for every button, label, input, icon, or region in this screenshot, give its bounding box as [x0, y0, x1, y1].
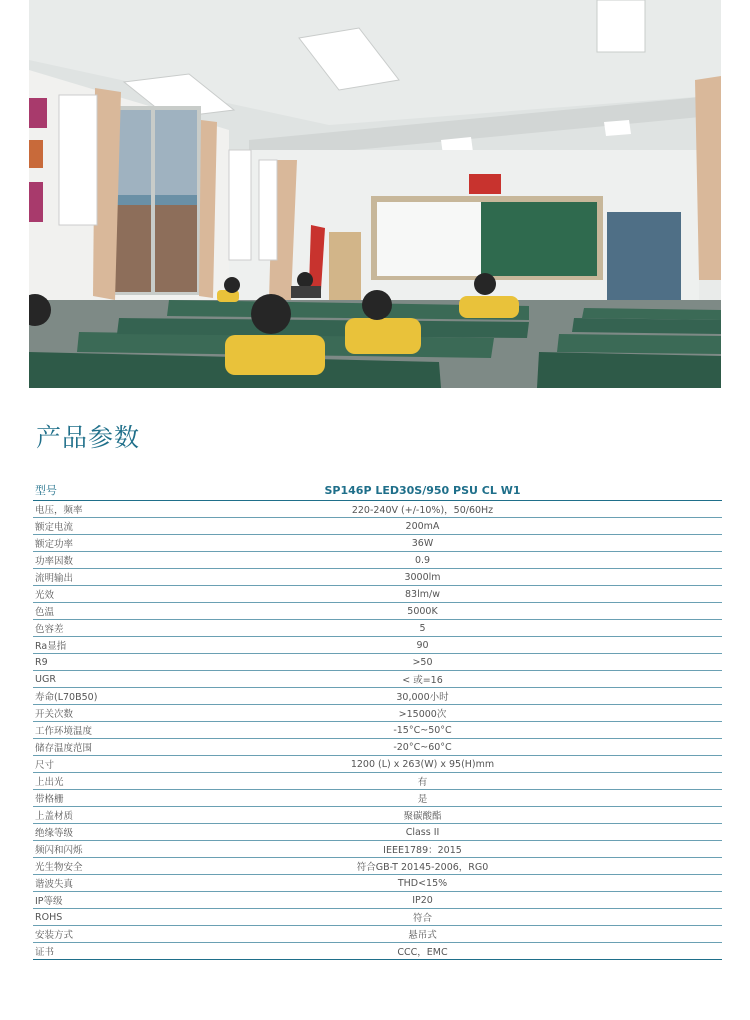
spec-value: 1200 (L) x 263(W) x 95(H)mm: [350, 758, 495, 770]
spec-key: 储存温度范围: [35, 743, 93, 754]
spec-key: 色温: [35, 607, 55, 618]
spec-row: [33, 909, 722, 926]
spec-value: IP20: [412, 894, 433, 906]
spec-key: 绝缘等级: [35, 828, 74, 839]
spec-key: 额定功率: [35, 539, 74, 550]
spec-row: [33, 620, 722, 637]
spec-value: 90: [416, 639, 429, 651]
spec-key: 色容差: [35, 624, 64, 635]
spec-table: [33, 480, 722, 960]
spec-value: 悬吊式: [408, 930, 437, 941]
spec-row: [33, 569, 722, 586]
spec-header-key: 型号: [35, 484, 57, 497]
spec-row: [33, 603, 722, 620]
spec-key: 上出光: [35, 777, 64, 788]
spec-key: ROHS: [35, 911, 63, 923]
spec-key: 工作环境温度: [35, 726, 93, 737]
spec-row: [33, 688, 722, 705]
spec-key: R9: [35, 656, 48, 668]
spec-row: [33, 586, 722, 603]
spec-row: [33, 892, 722, 909]
spec-row: [33, 824, 722, 841]
spec-key: 带格栅: [35, 794, 64, 805]
spec-key: Ra显指: [35, 641, 67, 652]
spec-value: 83lm/w: [405, 588, 440, 600]
spec-key: 光生物安全: [35, 862, 83, 873]
spec-row: [33, 518, 722, 535]
spec-row: [33, 926, 722, 943]
classroom-photo: [29, 0, 721, 388]
spec-value: 5000K: [407, 605, 438, 617]
spec-value: >15000次: [398, 709, 447, 720]
spec-row: [33, 807, 722, 824]
spec-value: Class II: [405, 826, 440, 838]
spec-row: [33, 756, 722, 773]
spec-value: < 或=16: [402, 675, 443, 686]
spec-header-value: SP146P LED30S/950 PSU CL W1: [324, 483, 521, 497]
spec-row: [33, 552, 722, 569]
spec-header-row: [33, 480, 722, 501]
spec-key: 光效: [35, 590, 55, 601]
spec-value: 30,000小时: [396, 692, 449, 703]
spec-key: 电压，频率: [35, 505, 83, 516]
spec-key: UGR: [35, 673, 56, 685]
spec-row: [33, 841, 722, 858]
spec-row: [33, 705, 722, 722]
spec-value: 36W: [411, 537, 434, 549]
spec-value: 200mA: [405, 520, 440, 532]
spec-key: 谐波失真: [35, 879, 74, 890]
spec-row: [33, 501, 722, 518]
spec-row: [33, 943, 722, 960]
spec-key: 安装方式: [35, 930, 74, 941]
spec-key: 频闪和闪烁: [35, 845, 83, 856]
spec-value: CCC，EMC: [397, 947, 448, 958]
spec-key: 流明输出: [35, 573, 74, 584]
spec-value: 是: [417, 794, 428, 805]
spec-value: 220-240V (+/-10%)，50/60Hz: [351, 505, 494, 516]
spec-row: [33, 722, 722, 739]
spec-value: 有: [417, 777, 428, 788]
spec-row: [33, 637, 722, 654]
spec-key: 上盖材质: [35, 811, 74, 822]
spec-value: 5: [419, 622, 426, 634]
spec-value: 符合: [412, 913, 432, 924]
spec-value: -20°C~60°C: [393, 741, 452, 753]
spec-row: [33, 654, 722, 671]
spec-row: [33, 739, 722, 756]
spec-key: 寿命(L70B50): [35, 692, 98, 703]
spec-key: 额定电流: [35, 522, 74, 533]
spec-key: 证书: [35, 947, 55, 958]
spec-key: 开关次数: [35, 709, 74, 720]
section-title: 产品参数: [36, 423, 141, 452]
spec-value: 聚碳酸酯: [403, 811, 442, 822]
spec-row: [33, 790, 722, 807]
spec-value: IEEE1789：2015: [383, 845, 462, 856]
spec-row: [33, 773, 722, 790]
spec-key: IP等级: [35, 896, 63, 907]
spec-row: [33, 671, 722, 688]
spec-value: -15°C~50°C: [393, 724, 452, 736]
spec-value: 0.9: [414, 554, 431, 566]
spec-row: [33, 875, 722, 892]
spec-value: 3000lm: [404, 571, 441, 583]
spec-value: THD<15%: [397, 877, 448, 889]
spec-key: 尺寸: [35, 760, 55, 771]
spec-row: [33, 858, 722, 875]
spec-row: [33, 535, 722, 552]
spec-value: 符合GB-T 20145-2006，RG0: [356, 862, 489, 873]
spec-value: >50: [412, 656, 433, 668]
spec-key: 功率因数: [35, 556, 74, 567]
